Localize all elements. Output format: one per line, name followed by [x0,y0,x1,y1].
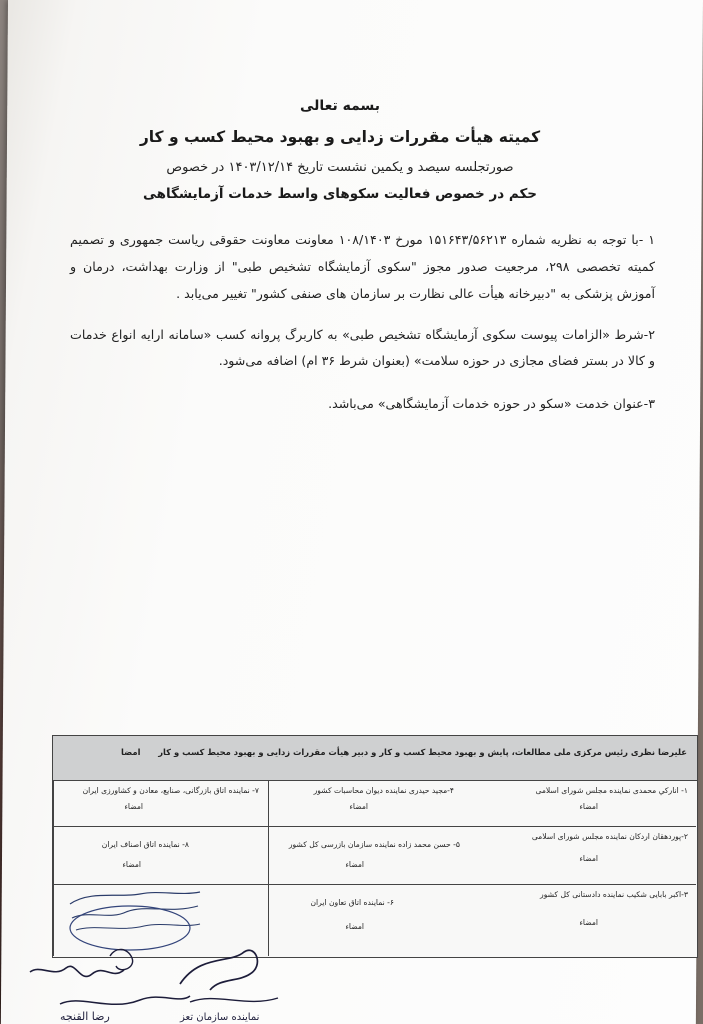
ruling-subject: حکم در خصوص فعالیت سکوهای واسط خدمات آزمایشگاهی [142,186,538,202]
table-cell [483,884,696,956]
sign-label: امضاء [122,860,141,869]
basmala-heading: بسمه تعالی [299,98,381,114]
session-line: صورتجلسه سیصد و یکمین نشست تاریخ ۱۴۰۳/۱۲/۱۴ در خصوص [166,160,514,175]
member-name: ۸- نماینده اتاق اصناف ایران [101,840,189,849]
sign-label: امضاء [345,860,364,869]
member-name: ۲-پوردهقان اردکان نماینده مجلس شورای اسلامی [531,832,688,841]
member-name: ۳-اکبر بابایی شکیب نماینده دادستانی کل کشور [540,890,688,899]
member-name: ۶- نماینده اتاق تعاون ایران [310,898,394,907]
sign-label: امضاء [579,854,598,863]
table-cell [483,826,696,885]
paragraph-1: ۱ -با توجه به نظریه شماره ۱۵۱۶۴۳/۵۶۲۱۳ مورخ ۱۰۸/۱۴۰۳ معاونت معاونت حقوقی ریاست جمهوری و تصمیم کمیته تخصصی ۲۹۸، مرجعیت صدور مجوز "سکوی آزمایشگاه تشخیص طبی" از وزارت بهداشت، درمان و آموزش پزشکی به "دبیرخانه هیأت عالی نظارت بر سازمان های صنفی کشور" تغییر می‌یابد . [70,232,656,301]
signature-left-text: رضا القنجه [60,1010,110,1023]
member-name: ۷- نماینده اتاق بازرگانی، صنایع، معادن و کشاورزی ایران [82,786,259,795]
table-cell [53,780,269,827]
paragraph-2: ۲-شرط «الزامات پیوست سکوی آزمایشگاه تشخیص طبی» به کاربرگ پروانه کسب «سامانه ارایه انواع خدمات و کالا در بستر فضای مجازی در حوزه سلامت» (بعنوان شرط ۳۶ ام) اضافه می‌شود. [70,327,655,368]
paragraph-3: ۳-عنوان خدمت «سکو در حوزه خدمات آزمایشگاهی» می‌باشد. [328,396,655,411]
table-header [53,736,697,781]
signature-right [160,944,300,1024]
table-header-sign: امضا [121,747,141,757]
sign-label: امضاء [579,802,598,811]
signature-right-text: نماینده سازمان تعز [180,1012,260,1023]
member-name: ۵- حسن محمد زاده نماینده سازمان بازرسی کل کشور [288,840,460,849]
sign-label: امضاء [124,802,143,811]
sign-label: امضاء [579,918,598,927]
table-cell [53,826,269,885]
member-name: ۴-مجید حیدری نماینده دیوان محاسبات کشور [313,786,454,795]
member-name: ۱- اناركي محمدی نماینده مجلس شورای اسلامی [535,786,688,795]
table-header-text: علیرضا نظری رئیس مرکزی ملی مطالعات، پایش و بهبود محیط کسب و کار و دبیر هیأت مقررات زدایی و بهبود محیط کسب و کار [158,747,687,757]
sign-label: امضاء [349,802,368,811]
table-cell [268,884,484,956]
committee-title: کمیته هیأت مقررات زدایی و بهبود محیط کسب و کار [139,128,541,146]
table-cell [268,780,484,827]
table-cell [268,826,484,885]
sign-label: امضاء [345,922,364,931]
table-cell [483,780,696,827]
